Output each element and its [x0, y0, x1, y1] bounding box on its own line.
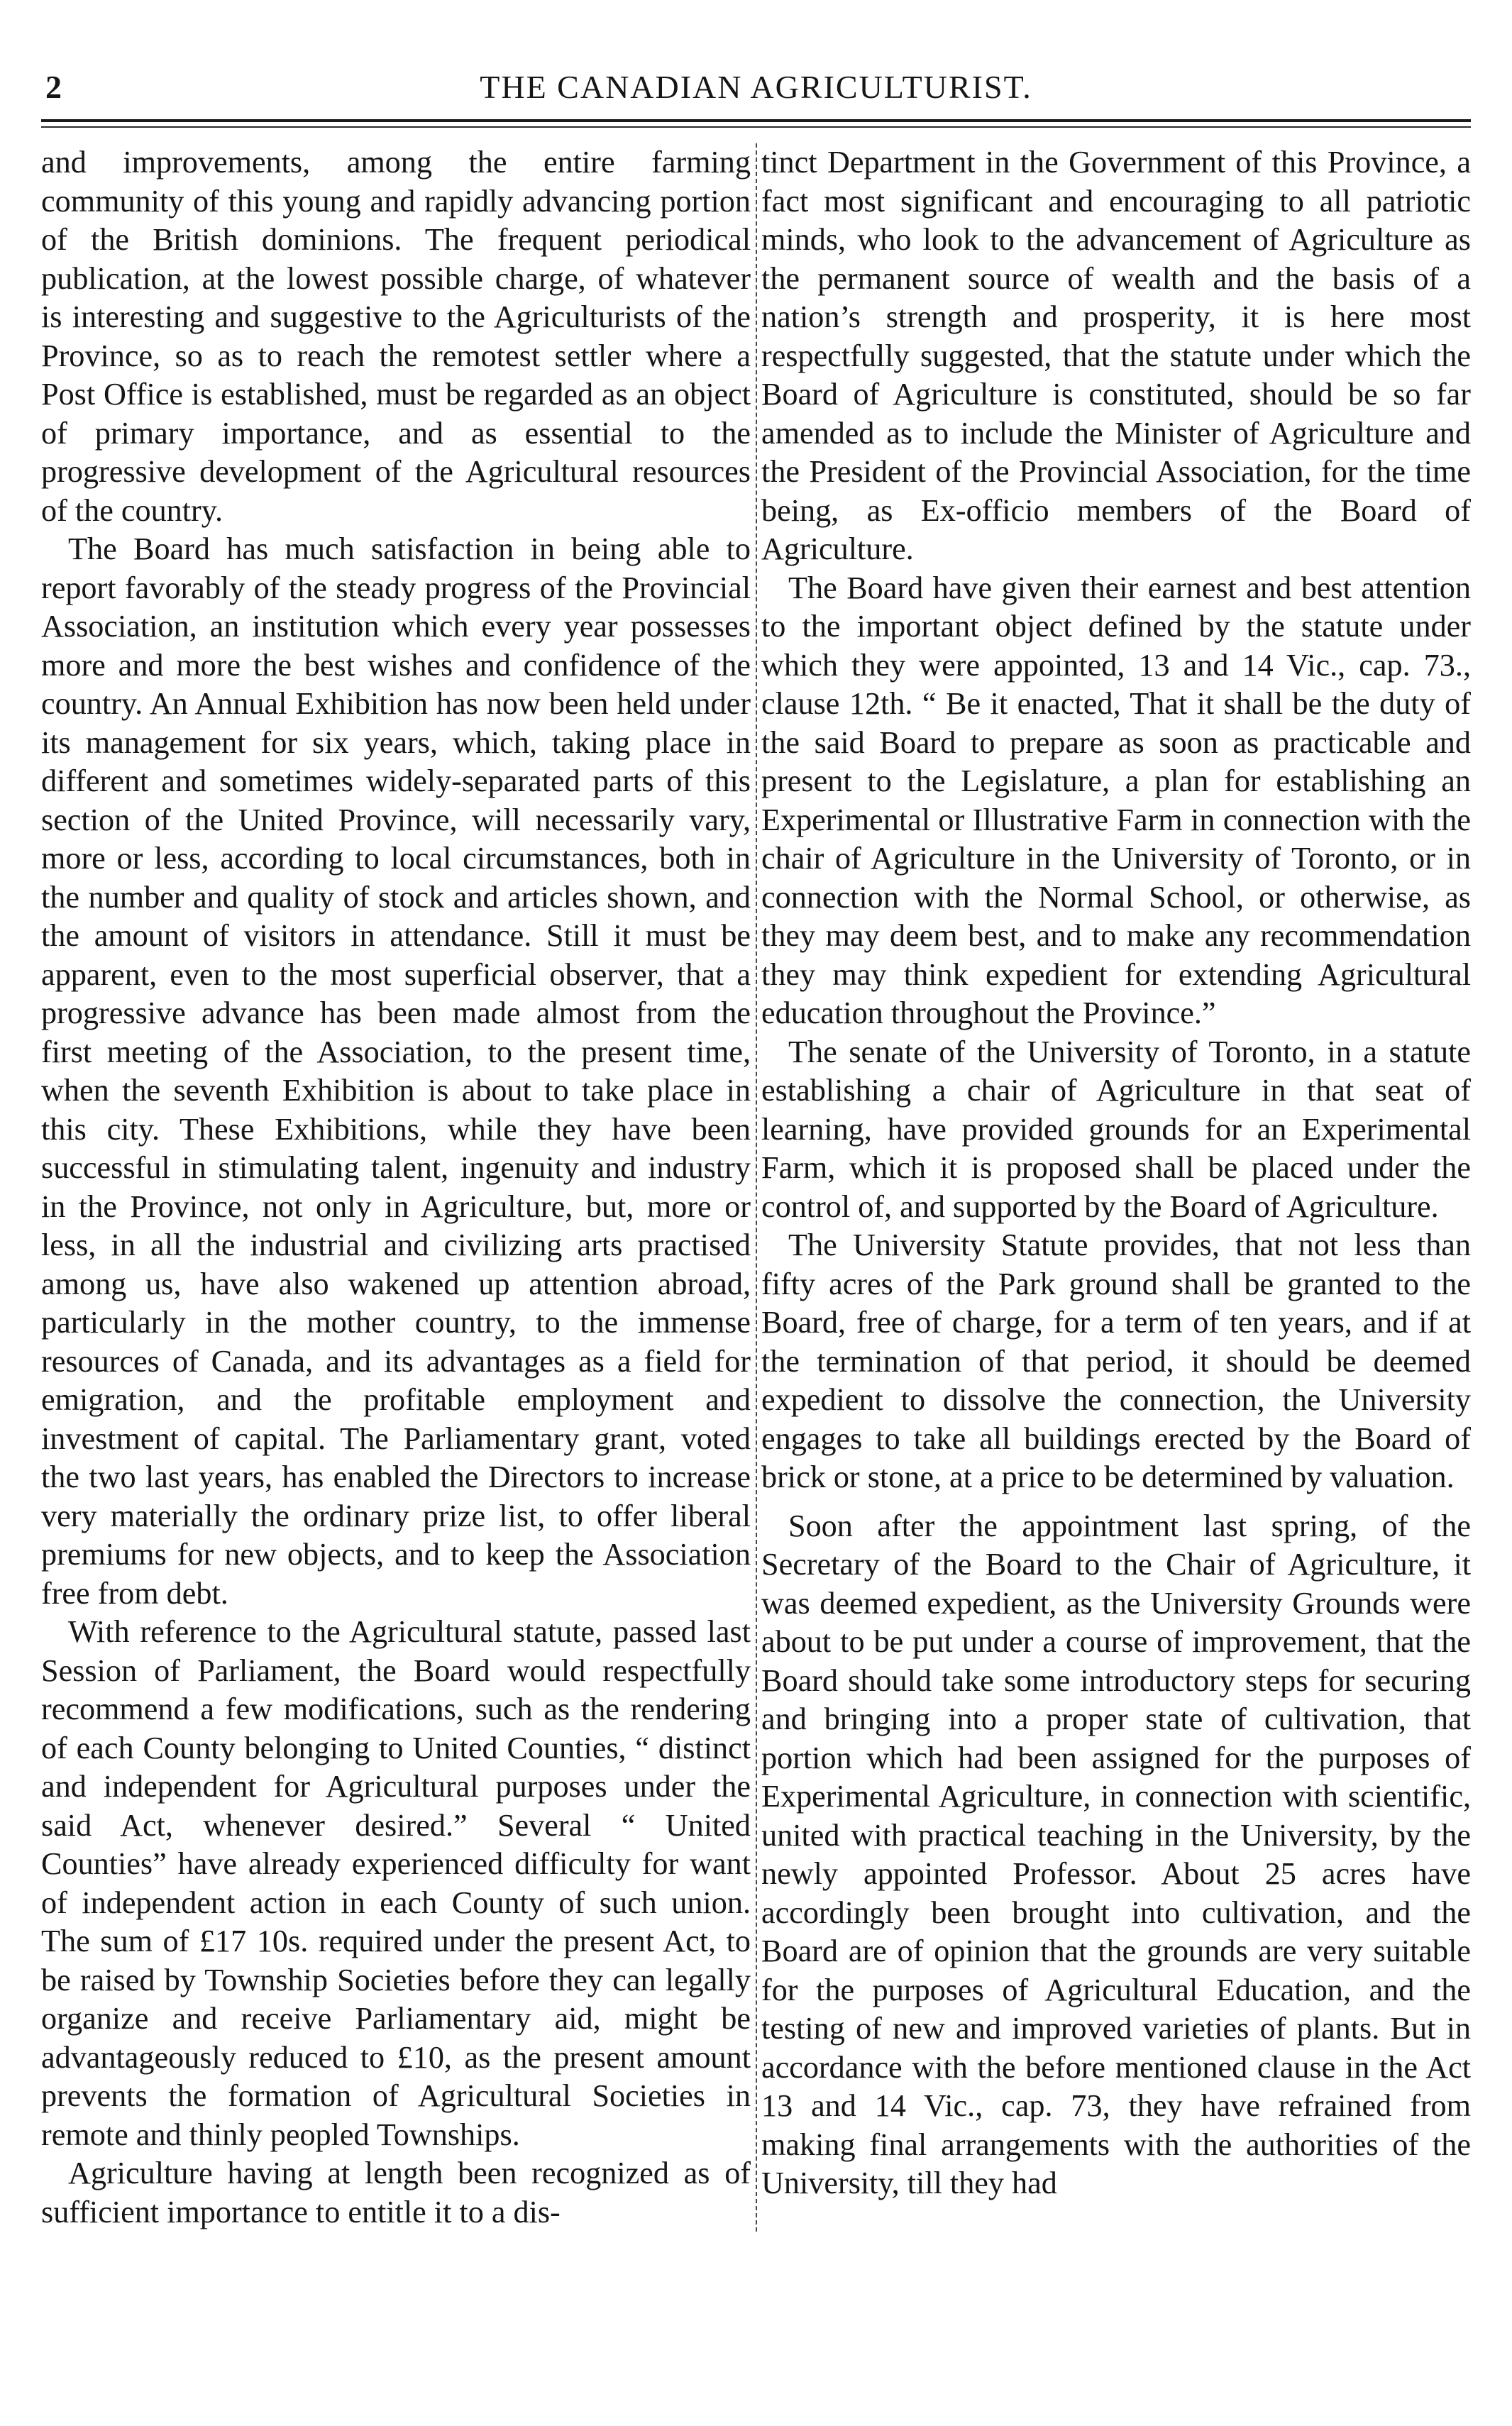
header-rule	[41, 126, 1471, 128]
page-number: 2	[45, 69, 62, 105]
paragraph: With reference to the Agricultural statute, passed last Session of Parliament, the Board would respectfully recommend a few modifications, such as the rendering of each County belonging to United Counties, “ distinct and independent for Agricultural purposes under the said Act, whenever desired.” Several “ United Counties” have already experienced difficulty for want of independent action in each County of such union. The sum of £17 10s. required under the present Act, to be raised by Township Societies before they can legally organize and receive Parliamentary aid, might be advantageously reduced to £10, as the present amount prevents the formation of Agricultural Societies in remote and thinly peopled Townships.	[41, 1614, 751, 2152]
paragraph: The Board has much satisfaction in being able to report favorably of the steady progress of the Provincial Association, an institution which every year possesses more and more the best wishes and confidence of the country. An Annual Exhibition has now been held under its management for six years, which, taking place in different and sometimes widely-separated parts of this section of the United Province, will necessarily vary, more or less, according to local circumstances, both in the number and quality of stock and articles shown, and the amount of visitors in attendance. Still it must be apparent, even to the most superficial observer, that a progressive advance has been made almost from the first meeting of the Association, to the present time, when the seventh Exhibition is about to take place in this city. These Exhibitions, while they have been successful in stimulating talent, ingenuity and industry in the Province, not only in Agriculture, but, more or less, in all the industrial and civilizing arts practised among us, have also wakened up attention abroad, particularly in the mother country, to the immense resources of Canada, and its advantages as a field for emigration, and the profitable employment and investment of capital. The Parliamentary grant, voted the two last years, has enabled the Directors to increase very materially the ordinary prize list, to offer liberal premiums for new objects, and to keep the Association free from debt.	[41, 531, 751, 1611]
right-column	[761, 143, 1471, 2232]
paragraph: The senate of the University of Toronto, in a statute establishing a chair of Agriculture in that seat of learning, have provided grounds for an Experimental Farm, which it is proposed shall be placed under the control of, and supported by the Board of Agriculture.	[761, 1034, 1471, 1224]
left-column	[41, 143, 751, 2232]
paragraph: Soon after the appointment last spring, of the Secretary of the Board to the Chair of Agriculture, it was deemed expedient, as the University Grounds were about to be put under a course of improvement, that the Board should take some introductory steps for securing and bringing into a proper state of cultivation, that portion which had been assigned for the purposes of Experimental Agriculture, in connection with scientific, united with practical teaching in the University, by the newly appointed Professor. About 25 acres have accordingly been brought into cultivation, and the Board are of opinion that the grounds are very suitable for the purposes of Agricultural Education, and the testing of new and improved varieties of plants. But in accordance with the before mentioned clause in the Act 13 and 14 Vic., cap. 73, they have refrained from making final arrangements with the authorities of the University, till they had	[761, 1508, 1471, 2200]
paragraph: The Board have given their earnest and best attention to the important object defined by the statute under which they were appointed, 13 and 14 Vic., cap. 73., clause 12th. “ Be it enacted, That it shall be the duty of the said Board to prepare as soon as practicable and present to the Legislature, a plan for establishing an Experimental or Illustrative Farm in connection with the chair of Agriculture in the University of Toronto, or in connection with the Normal School, or otherwise, as they may deem best, and to make any recommendation they may think expedient for extending Agricultural education throughout the Province.”	[761, 570, 1471, 1030]
column-divider	[756, 143, 757, 2232]
text-columns	[41, 143, 1471, 2232]
paragraph: Agriculture having at length been recognized as of sufficient importance to entitle it to a dis-	[41, 2156, 751, 2229]
paragraph: and improvements, among the entire farming community of this young and rapidly advancing portion of the British dominions. The frequent periodical publication, at the lowest possible charge, of whatever is interesting and suggestive to the Agriculturists of the Province, so as to reach the remotest settler where a Post Office is established, must be regarded as an object of primary importance, and as essential to the progressive development of the Agricultural resources of the country.	[41, 145, 751, 528]
paragraph: The University Statute provides, that not less than fifty acres of the Park ground shall be granted to the Board, free of charge, for a term of ten years, and if at the termination of that period, it should be deemed expedient to dissolve the connection, the University engages to take all buildings erected by the Board of brick or stone, at a price to be determined by valuation.	[761, 1228, 1471, 1494]
running-title: THE CANADIAN AGRICULTURIST.	[480, 69, 1032, 105]
paragraph: tinct Department in the Government of this Province, a fact most significant and encouraging to all patriotic minds, who look to the advancement of Agriculture as the permanent source of wealth and the basis of a nation’s strength and prosperity, it is here most respectfully suggested, that the statute under which the Board of Agriculture is constituted, should be so far amended as to include the Minister of Agriculture and the President of the Provincial Association, for the time being, as Ex-officio members of the Board of Agriculture.	[761, 145, 1471, 566]
page-header	[41, 68, 1471, 122]
